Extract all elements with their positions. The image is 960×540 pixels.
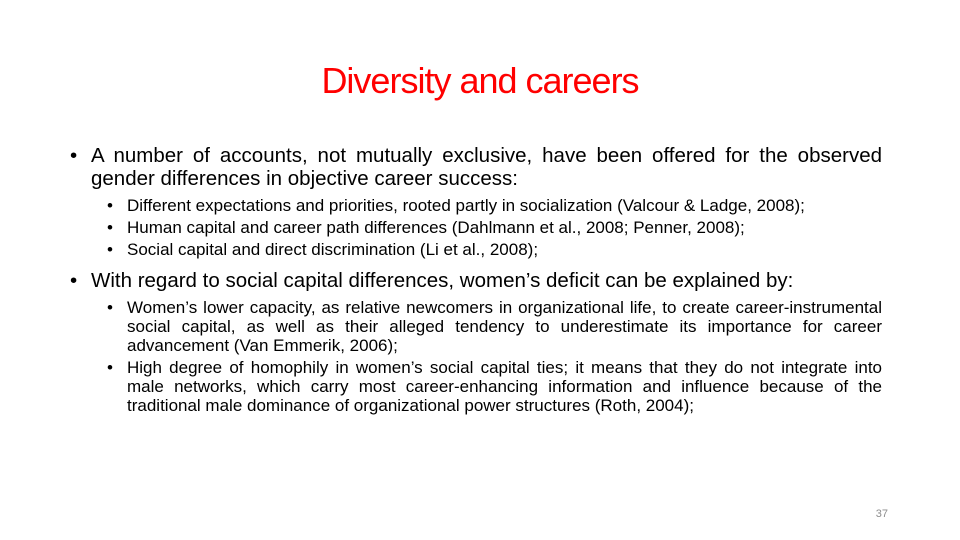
sub-bullet-item: [91, 358, 882, 415]
sub-bullet-text: Women’s lower capacity, as relative newcomers in organizational life, to create career-instrumental social capital, as well as their alleged tendency to underestimate its importance for career advancement (Van Emmerik, 2006);: [127, 298, 882, 355]
bullet-icon: •: [107, 358, 113, 377]
bullet-item: [70, 144, 882, 259]
slide-body: [70, 144, 882, 415]
sub-bullet-list: [91, 298, 882, 415]
sub-bullet-list: [91, 196, 882, 259]
bullet-icon: •: [107, 218, 113, 237]
sub-bullet-text: High degree of homophily in women’s social capital ties; it means that they do not integrate into male networks, which carry most career-enhancing information and influence because of the traditional male dominance of organizational power structures (Roth, 2004);: [127, 358, 882, 415]
bullet-list: [70, 144, 882, 415]
sub-bullet-text: Human capital and career path differences (Dahlmann et al., 2008; Penner, 2008);: [127, 218, 745, 237]
slide-title: Diversity and careers: [321, 60, 639, 101]
sub-bullet-item: [91, 218, 882, 237]
bullet-icon: •: [70, 144, 78, 167]
sub-bullet-item: [91, 298, 882, 355]
sub-bullet-item: [91, 240, 882, 259]
sub-bullet-item: [91, 196, 882, 215]
bullet-text: With regard to social capital differences, women’s deficit can be explained by:: [91, 269, 794, 292]
bullet-icon: •: [70, 269, 78, 292]
sub-bullet-text: Different expectations and priorities, rooted partly in socialization (Valcour & Ladge, 2008);: [127, 196, 805, 215]
page-number: 37: [875, 508, 888, 520]
bullet-item: [70, 269, 882, 415]
bullet-icon: •: [107, 196, 113, 215]
sub-bullet-text: Social capital and direct discrimination (Li et al., 2008);: [127, 240, 539, 259]
bullet-text: A number of accounts, not mutually exclusive, have been offered for the observed gender differences in objective career success:: [91, 144, 882, 190]
bullet-icon: •: [107, 240, 113, 259]
bullet-icon: •: [107, 298, 113, 317]
